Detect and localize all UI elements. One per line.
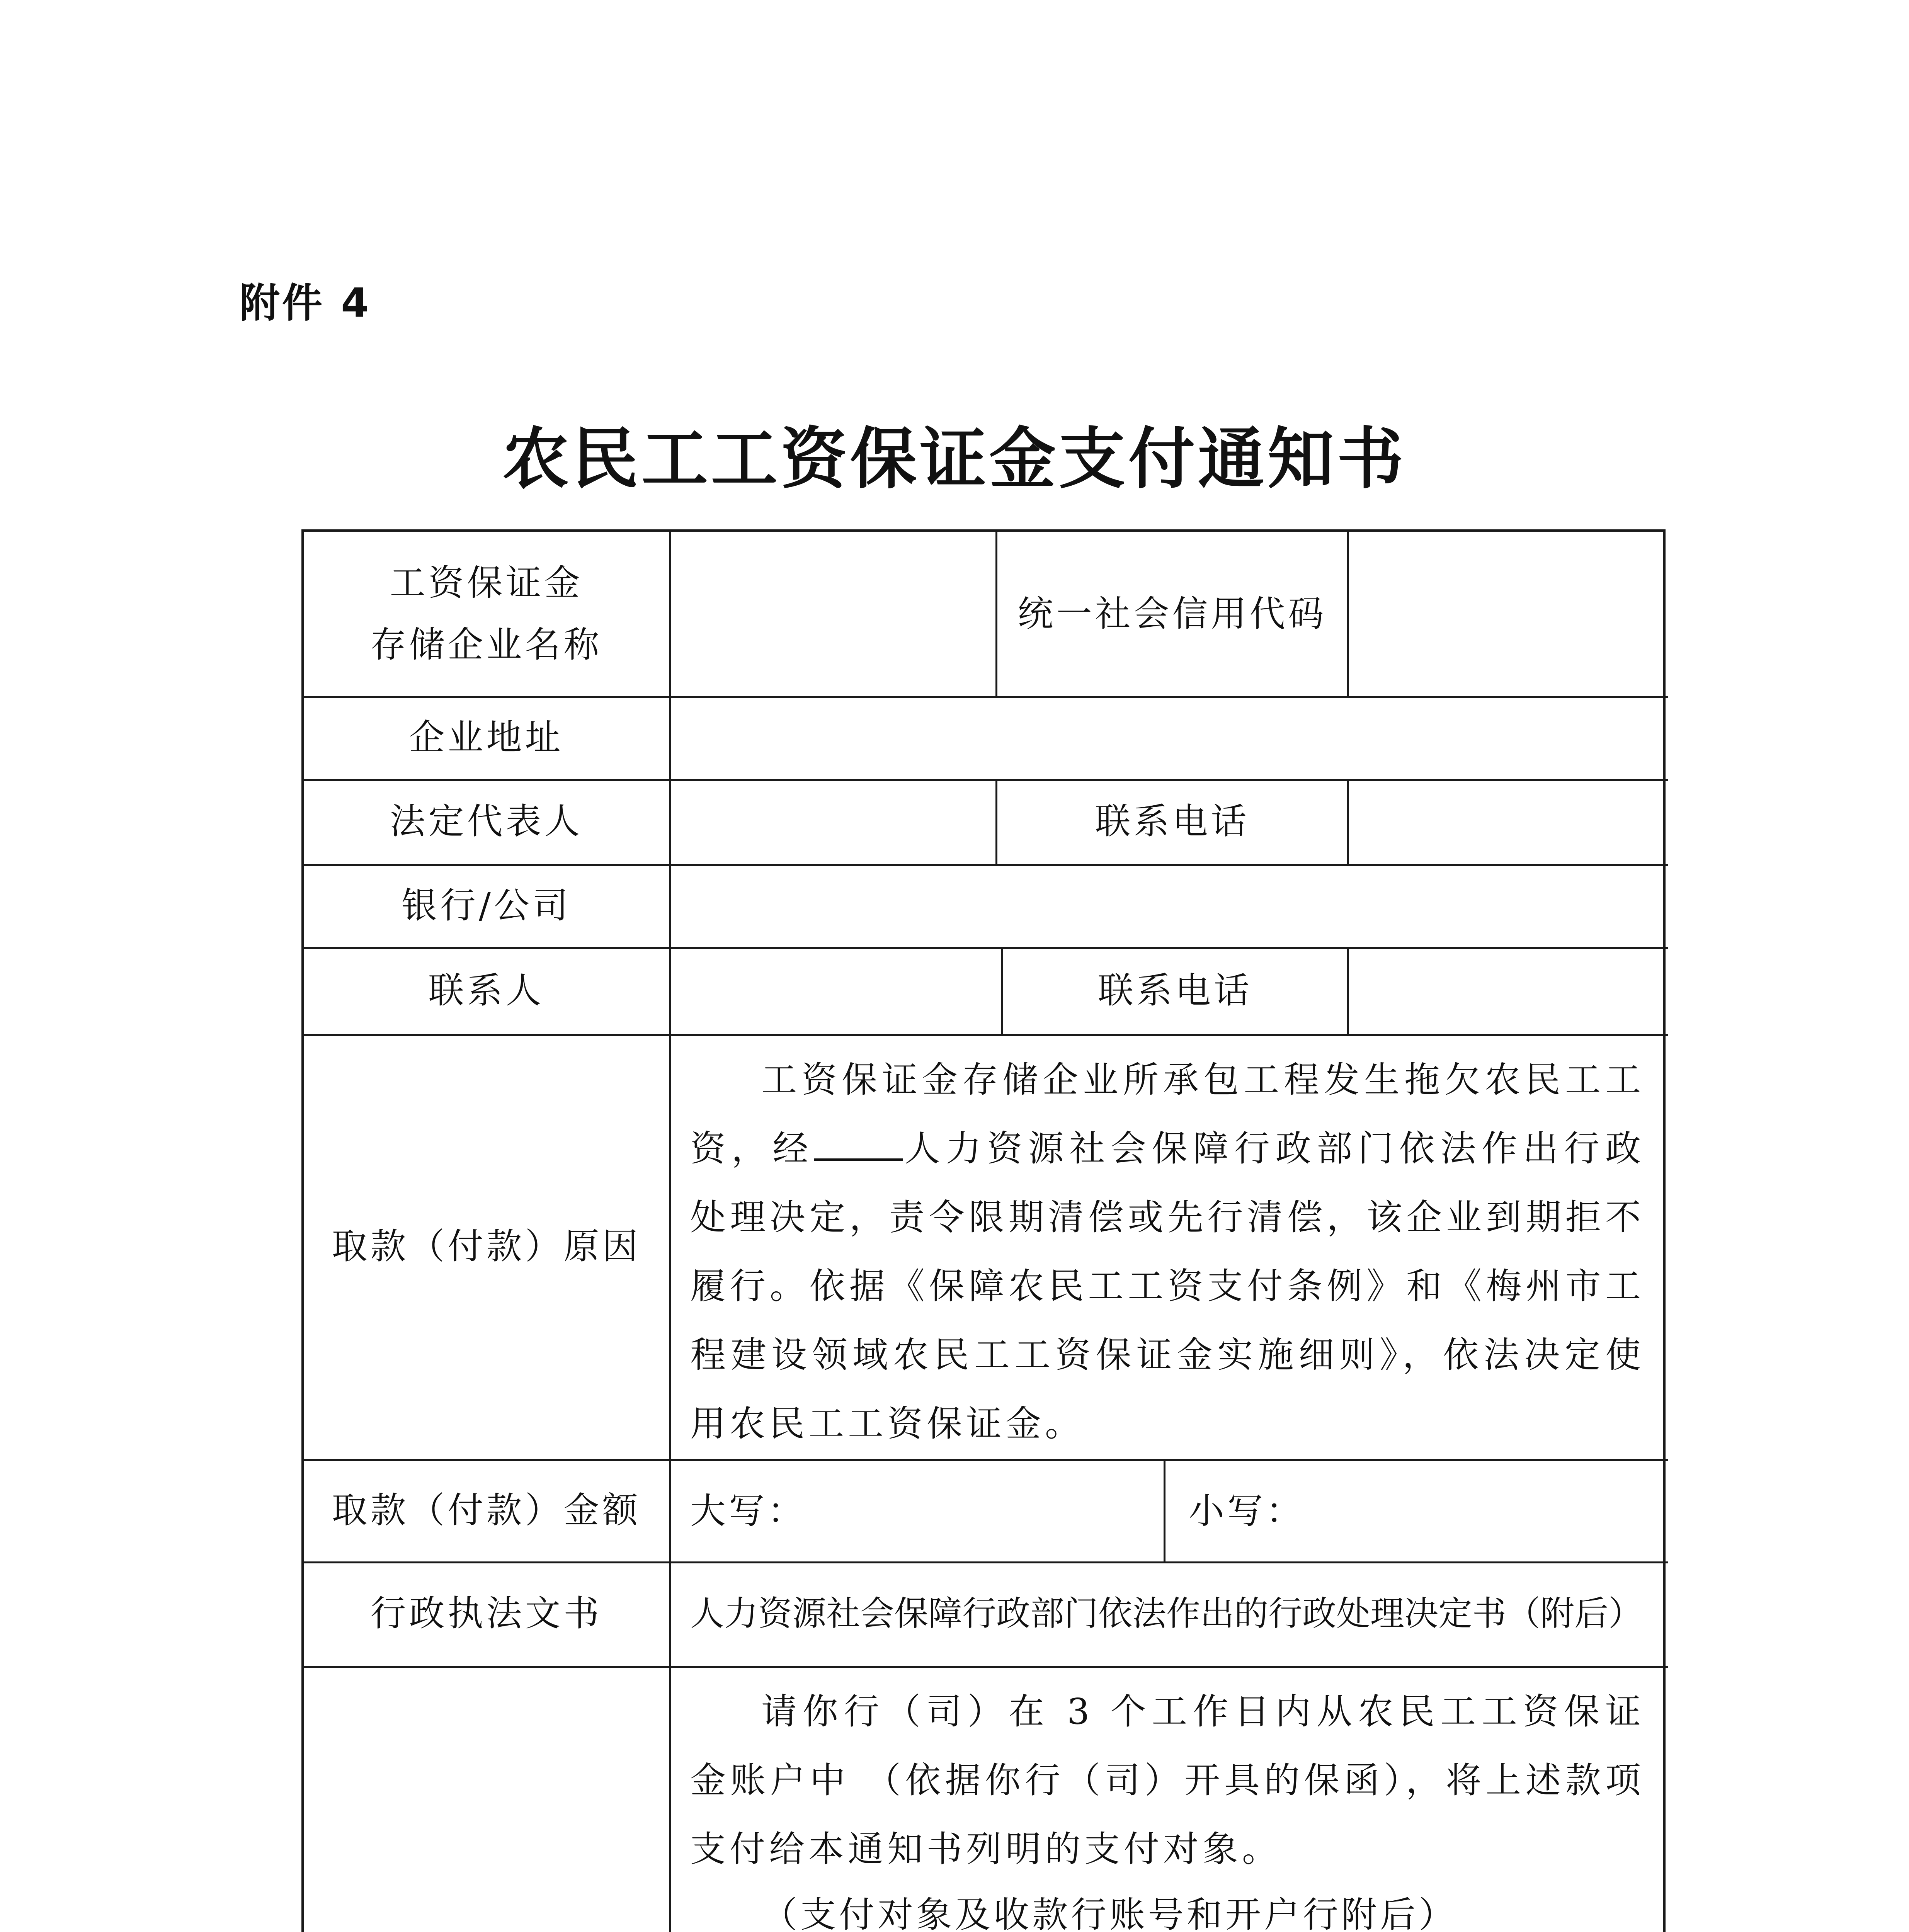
opinion-label (304, 1666, 669, 1932)
credit-code-field[interactable] (1349, 532, 1666, 696)
opinion-label-line1 (351, 1926, 621, 1932)
contact-field[interactable] (671, 949, 1001, 1034)
enterprise-name-label-line1: 工资保证金 (390, 562, 583, 604)
bank-field[interactable] (671, 866, 1666, 947)
address-label: 企业地址 (409, 716, 564, 758)
bank-label: 银行/公司 (402, 884, 571, 926)
contact-phone-field[interactable] (1349, 949, 1666, 1034)
address-field[interactable] (671, 698, 1666, 779)
amount-upper-label[interactable]: 大写： (690, 1490, 806, 1532)
document-text: 人力资源社会保障行政部门依法作出的行政处理决定书（附后） (690, 1594, 1643, 1633)
reason-text (690, 1046, 1645, 1458)
phone-field[interactable] (1349, 781, 1666, 864)
contact-label: 联系人 (428, 969, 544, 1011)
enterprise-name-label-line2: 存储企业名称 (370, 624, 602, 665)
credit-code-label: 统一社会信用代码 (1017, 593, 1327, 634)
reason-label: 取款（付款）原因 (332, 1226, 641, 1267)
enterprise-name-label (304, 532, 669, 696)
enterprise-name-field[interactable] (671, 532, 995, 696)
column-divider (1164, 1459, 1165, 1561)
reason-text-part2: 人力资源社会保障行政部门依法作出行政处理决定，责令限期清偿或先行清偿，该企业到期拒不履行。依据《保障农民工工资支付条例》和《梅州市工程建设领域农民工工资保证金实施细则》，依法决定使用农民工工资保证金。 (690, 1128, 1645, 1444)
amount-lower-label[interactable]: 小写： (1189, 1490, 1305, 1532)
payment-notice-form (301, 529, 1666, 1932)
opinion-text: 请你行（司）在 3 个工作日内从农民工工资保证金账户中 （依据你行（司）开具的保函），将上述款项支付给本通知书列明的支付对象。 (690, 1691, 1645, 1870)
department-blank[interactable] (814, 1131, 903, 1161)
reason-text-part1: 工资保证金存储企业所承包工程发生拖欠农民工工资，经 (690, 1059, 1645, 1169)
legal-representative-label: 法定代表人 (390, 801, 583, 842)
page-title: 农民工工资保证金支付通知书 (502, 420, 1407, 498)
amount-label: 取款（付款）金额 (332, 1489, 641, 1531)
document-label: 行政执法文书 (370, 1593, 602, 1634)
opinion-note: （支付对象及收款行账号和开户行附后） (762, 1894, 1458, 1932)
contact-phone-label: 联系电话 (1097, 969, 1252, 1011)
attachment-label: 附件 4 (240, 279, 371, 327)
legal-representative-field[interactable] (671, 781, 995, 864)
phone-label: 联系电话 (1095, 801, 1250, 842)
